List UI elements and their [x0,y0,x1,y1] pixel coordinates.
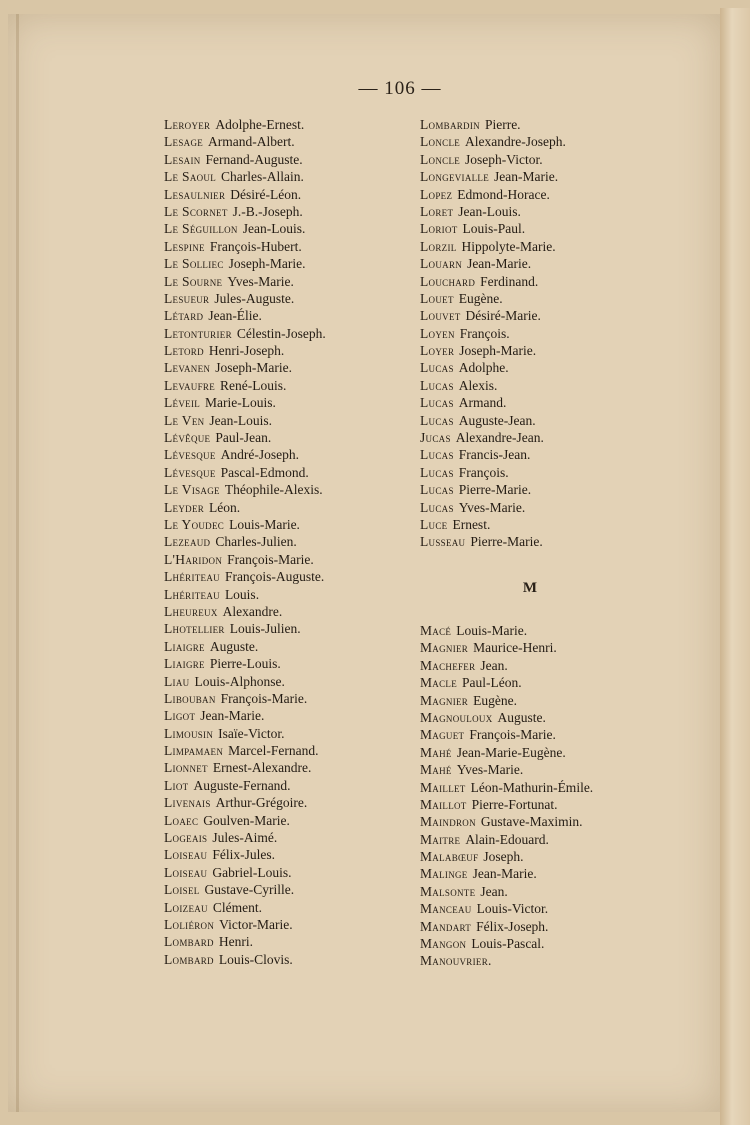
entry-surname: Lucas [420,482,454,498]
name-entry [420,533,566,550]
entry-surname: Liot [164,777,189,793]
entry-surname: Lévesque [164,447,216,463]
entry-surname: Lucas [420,360,454,376]
name-entry [164,864,326,881]
entry-surname: Loret [420,203,454,219]
entry-given-names: Félix-Joseph. [476,918,549,934]
entry-given-names: Marie-Louis. [205,395,276,411]
entry-given-names: Armand-Albert. [208,134,295,150]
entry-surname: Le Ven [164,412,205,428]
name-entry [420,918,593,935]
entry-given-names: Henri. [218,934,253,950]
entry-given-names: Eugène. [458,290,503,306]
entry-given-names: Gustave-Maximin. [480,814,583,830]
entry-given-names: Joseph-Marie. [215,360,293,376]
name-entry [420,692,593,709]
entry-given-names: Joseph. [483,849,524,865]
entry-given-names: Louis-Alphonse. [194,673,285,689]
entry-surname: Magnier [420,692,469,708]
entry-given-names: Alain-Edouard. [465,831,549,847]
name-entry [164,794,326,811]
name-entry [420,883,593,900]
entry-given-names: Clément. [212,899,262,915]
entry-given-names: Léon-Mathurin-Émile. [470,779,594,795]
name-entry [164,116,326,133]
name-entry [420,151,566,168]
entry-given-names: Eugène. [473,692,517,708]
entry-surname: Livenais [164,795,211,811]
entry-surname: Lucas [420,377,454,393]
entry-given-names: Paul-Léon. [462,675,522,691]
entry-given-names: Isaïe-Victor. [218,725,285,741]
name-entry [164,603,326,620]
entry-surname: Louchard [420,273,476,289]
entry-given-names: Hippolyte-Marie. [461,238,556,254]
entry-surname: Lopez [420,186,453,202]
entry-given-names: Alexandre-Jean. [455,430,544,446]
entry-given-names: Victor-Marie. [219,916,293,932]
name-entry [164,499,326,516]
left-name-column [164,116,326,968]
name-entry [164,377,326,394]
entry-given-names: Alexis. [458,377,498,393]
entry-surname: Létard [164,308,204,324]
entry-surname: Limousin [164,725,214,741]
entry-given-names: Adolphe. [458,360,509,376]
entry-given-names: Jean-Marie. [472,866,537,882]
name-entry [164,742,326,759]
entry-given-names: Jean-Élie. [208,308,262,324]
entry-given-names: François-Marie. [227,551,314,567]
entry-given-names: Pierre-Marie. [470,534,543,550]
entry-given-names: Jean. [480,657,508,673]
entry-given-names: Jean-Louis. [458,203,521,219]
entry-surname: Leyder [164,499,205,515]
name-entry [420,796,593,813]
name-entry [420,499,566,516]
entry-surname: Lhériteau [164,586,220,602]
entry-surname: Loncle [420,151,461,167]
binding-fold [16,14,19,1112]
entry-given-names: Jean-Marie-Eugène. [456,744,566,760]
entry-surname: Lesueur [164,290,210,306]
entry-given-names: Célestin-Joseph. [236,325,326,341]
entry-given-names: François. [458,464,509,480]
name-entry [164,846,326,863]
page-edge [720,8,750,1125]
name-entry [420,255,566,272]
entry-given-names: Louis. [224,586,260,602]
entry-surname: Luce [420,516,448,532]
entry-surname: L'Haridon [164,551,223,567]
entry-surname: Mahé [420,762,452,778]
entry-given-names: Louis-Clovis. [218,951,293,967]
entry-given-names: Louis-Pascal. [471,936,545,952]
entry-surname: Louarn [420,256,463,272]
entry-surname: Maindron [420,814,476,830]
entry-surname: Liau [164,673,190,689]
entry-surname: Levanen [164,360,211,376]
entry-surname: Maguet [420,727,465,743]
entry-given-names: Maurice-Henri. [473,640,557,656]
entry-surname: Le Sourne [164,273,223,289]
entry-given-names: François-Hubert. [209,238,302,254]
entry-given-names: Pierre-Marie. [458,482,532,498]
entry-given-names: Francis-Jean. [458,447,531,463]
name-entry [420,133,566,150]
entry-surname: Lhériteau [164,569,220,585]
entry-given-names: Pierre-Louis. [209,656,281,672]
entry-surname: Libouban [164,690,216,706]
name-entry [420,446,566,463]
entry-given-names: Pascal-Edmond. [220,464,309,480]
entry-surname: Lombardin [420,117,480,132]
entry-given-names: Auguste-Fernand. [193,777,291,793]
entry-surname: Lombard [164,934,214,950]
entry-given-names: François-Marie. [220,690,308,706]
name-entry [420,238,566,255]
entry-given-names: Jules-Auguste. [214,290,295,306]
name-entry [420,481,566,498]
entry-given-names: Paul-Jean. [215,430,272,446]
name-entry [164,429,326,446]
name-entry [420,168,566,185]
entry-surname: Le Scornet [164,203,228,219]
entry-given-names: François-Marie. [469,727,556,743]
name-entry [420,865,593,882]
name-entry [164,881,326,898]
name-entry [420,516,566,533]
entry-given-names: Désiré-Marie. [465,308,541,324]
entry-surname: Magnier [420,640,469,656]
entry-surname: Maillot [420,796,467,812]
name-entry [164,673,326,690]
entry-surname: Leroyer [164,117,211,132]
entry-surname: Jucas [420,430,451,446]
name-entry [420,377,566,394]
name-entry [164,464,326,481]
entry-surname: Lucas [420,395,454,411]
entry-surname: Lucas [420,447,454,463]
entry-surname: Mahé [420,744,452,760]
name-entry [164,916,326,933]
entry-given-names: Gabriel-Louis. [212,864,292,880]
name-entry [164,655,326,672]
section-letter-heading: M [522,580,538,596]
entry-given-names: Charles-Allain. [221,169,304,185]
entry-given-names: Joseph-Marie. [228,256,306,272]
name-entry [420,359,566,376]
name-entry [420,848,593,865]
entry-surname: Mandart [420,918,472,934]
name-entry [164,151,326,168]
entry-surname: Maillet [420,779,466,795]
name-entry [420,290,566,307]
name-entry [164,899,326,916]
entry-given-names: Ernest. [452,516,491,532]
entry-given-names: Jean-Louis. [209,412,273,428]
entry-surname: Loizeau [164,899,208,915]
name-entry [164,759,326,776]
entry-given-names: Yves-Marie. [458,499,526,515]
entry-given-names: Ernest-Alexandre. [212,760,312,776]
name-entry [420,429,566,446]
name-entry [164,568,326,585]
entry-surname: Manceau [420,901,472,917]
name-entry [164,829,326,846]
entry-given-names: Pierre-Fortunat. [471,796,558,812]
entry-given-names: Yves-Marie. [456,762,524,778]
name-entry [420,186,566,203]
entry-surname: Logeais [164,830,208,846]
entry-surname: Lucas [420,499,454,515]
entry-given-names: Auguste. [209,638,259,654]
entry-surname: Léveil [164,395,201,411]
name-entry [164,620,326,637]
entry-given-names: Fernand-Auguste. [205,151,303,167]
name-entry [420,831,593,848]
name-entry [164,168,326,185]
entry-given-names: Jules-Aimé. [212,830,278,846]
entry-surname: Lespine [164,238,205,254]
entry-surname: Lheureux [164,603,218,619]
name-entry [164,133,326,150]
entry-given-names: Joseph-Marie. [459,343,537,359]
name-entry [164,325,326,342]
entry-given-names: Désiré-Léon. [230,186,302,202]
name-entry [164,586,326,603]
name-entry [164,203,326,220]
entry-surname: Lévesque [164,464,216,480]
entry-surname: Le Solliec [164,256,224,272]
name-entry [420,622,593,639]
name-entry [420,657,593,674]
name-entry [164,951,326,968]
entry-surname: Loncle [420,134,461,150]
name-entry [164,342,326,359]
entry-surname: Letord [164,343,204,359]
name-entry [420,220,566,237]
name-entry [164,307,326,324]
entry-given-names: René-Louis. [220,377,287,393]
entry-given-names: Henri-Joseph. [208,343,285,359]
entry-surname: Lucas [420,464,454,480]
entry-surname: Loiseau [164,864,208,880]
entry-surname: Lorzil [420,238,457,254]
entry-given-names: Théophile-Alexis. [224,482,323,498]
right-name-column-l [420,116,566,551]
entry-given-names: Louis-Marie. [229,516,300,532]
name-entry [164,516,326,533]
name-entry [164,412,326,429]
entry-given-names: Louis-Marie. [456,623,528,638]
entry-surname: Magnouloux [420,709,493,725]
name-entry [420,342,566,359]
entry-given-names: Ferdinand. [480,273,539,289]
entry-given-names: Jean-Marie. [467,256,532,272]
entry-surname: Le Youdec [164,516,225,532]
entry-surname: Mangon [420,936,467,952]
entry-surname: Loyer [420,343,455,359]
name-entry [164,186,326,203]
entry-given-names: Yves-Marie. [227,273,294,289]
entry-surname: Le Séguillon [164,221,238,237]
entry-surname: Machefer [420,657,476,673]
name-entry [164,359,326,376]
name-entry [420,273,566,290]
entry-surname: Liaigre [164,656,205,672]
entry-surname: Limpamaen [164,743,224,759]
document-page [8,14,720,1112]
entry-given-names: Joseph-Victor. [465,151,543,167]
entry-surname: Maitre [420,831,461,847]
entry-given-names: Auguste-Jean. [458,412,536,428]
entry-given-names: Louis-Victor. [476,901,549,917]
name-entry [420,709,593,726]
entry-surname: Lévêque [164,430,211,446]
entry-surname: Liaigre [164,638,205,654]
name-entry [164,220,326,237]
name-entry [420,726,593,743]
entry-surname: Longevialle [420,169,490,185]
name-entry [164,777,326,794]
entry-given-names: Pierre. [484,117,521,132]
entry-surname: Lombard [164,951,214,967]
entry-surname: Lhotellier [164,621,225,637]
name-entry [420,674,593,691]
entry-surname: Loisel [164,882,200,898]
entry-given-names: Léon. [209,499,241,515]
entry-surname: Louet [420,290,454,306]
name-entry [164,933,326,950]
entry-surname: Le Visage [164,482,220,498]
name-entry [164,290,326,307]
name-entry [164,725,326,742]
entry-given-names: Jean-Marie. [494,169,559,185]
name-entry [420,935,593,952]
entry-given-names: Alexandre. [222,603,283,619]
entry-given-names: François. [459,325,510,341]
entry-surname: Loaec [164,812,199,828]
entry-surname: Lesaulnier [164,186,226,202]
entry-surname: Manouvrier. [420,953,492,969]
entry-surname: Lesage [164,134,204,150]
entry-given-names: Gustave-Cyrille. [204,882,295,898]
name-entry [420,744,593,761]
entry-given-names: François-Auguste. [224,569,325,585]
name-entry [164,533,326,550]
entry-surname: Macle [420,675,458,691]
name-entry [420,394,566,411]
name-entry [164,446,326,463]
name-entry [420,900,593,917]
name-entry [420,639,593,656]
entry-given-names: Jean. [480,883,508,899]
name-entry [420,761,593,778]
entry-surname: Le Saoul [164,169,217,185]
entry-given-names: J.-B.-Joseph. [232,203,303,219]
entry-surname: Loyen [420,325,455,341]
name-entry [164,394,326,411]
right-name-column-m [420,622,593,970]
entry-surname: Loliéron [164,916,215,932]
entry-given-names: Louis-Paul. [462,221,526,237]
entry-given-names: Arthur-Grégoire. [215,795,308,811]
entry-given-names: Jean-Louis. [242,221,306,237]
entry-surname: Lionnet [164,760,208,776]
name-entry [164,638,326,655]
entry-given-names: Edmond-Horace. [457,186,550,202]
page-number: — 106 — [358,78,442,99]
name-entry [420,952,593,969]
entry-surname: Lezeaud [164,534,211,550]
entry-given-names: Louis-Julien. [229,621,301,637]
name-entry [164,238,326,255]
name-entry [164,551,326,568]
entry-surname: Malabœuf [420,849,479,865]
entry-surname: Lusseau [420,534,466,550]
entry-given-names: Marcel-Fernand. [228,743,319,759]
name-entry [420,464,566,481]
name-entry [420,813,593,830]
name-entry [420,307,566,324]
entry-given-names: Armand. [458,395,507,411]
entry-surname: Louvet [420,308,461,324]
name-entry [164,812,326,829]
name-entry [164,273,326,290]
entry-surname: Ligot [164,708,196,724]
entry-given-names: Adolphe-Ernest. [215,117,305,132]
entry-surname: Levaufre [164,377,215,393]
entry-given-names: Auguste. [497,709,546,725]
entry-surname: Letonturier [164,325,232,341]
entry-surname: Lesain [164,151,201,167]
entry-surname: Loiseau [164,847,208,863]
name-entry [420,116,566,133]
name-entry [420,325,566,342]
name-entry [164,481,326,498]
entry-surname: Malsonte [420,883,476,899]
name-entry [164,707,326,724]
entry-given-names: Jean-Marie. [200,708,265,724]
name-entry [420,203,566,220]
entry-surname: Malinge [420,866,468,882]
entry-given-names: Goulven-Marie. [203,812,290,828]
name-entry [420,779,593,796]
entry-given-names: Alexandre-Joseph. [465,134,566,150]
name-entry [164,255,326,272]
entry-surname: Macé [420,623,452,638]
entry-surname: Lucas [420,412,454,428]
entry-surname: Loriot [420,221,458,237]
name-entry [420,412,566,429]
entry-given-names: André-Joseph. [220,447,300,463]
entry-given-names: Charles-Julien. [215,534,297,550]
name-entry [164,690,326,707]
entry-given-names: Félix-Jules. [212,847,275,863]
